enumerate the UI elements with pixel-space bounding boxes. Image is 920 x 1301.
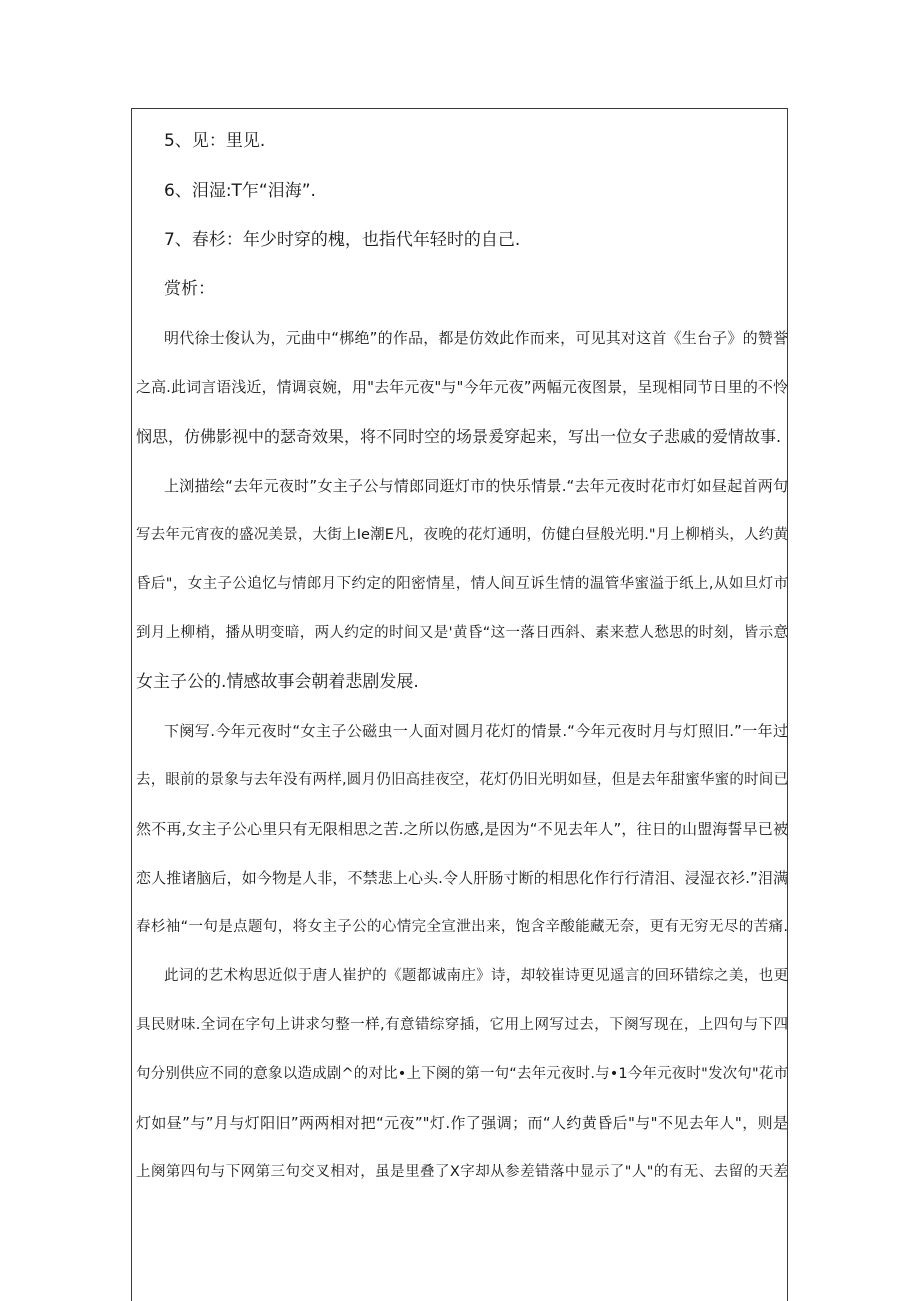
paragraph-line: 上阕第四句与下网第三句交叉相对，虽是里叠了X字却从参差错落中显示了"人"的有无、去留的天差 bbox=[136, 1164, 788, 1180]
analysis-heading: 赏析： bbox=[164, 279, 215, 299]
note-6: 6、泪湿:T乍“泪海”. bbox=[164, 181, 316, 201]
paragraph-line: 具民财味.全词在字句上讲求匀整一样,有意错综穿插，它用上网写过去，下阕写现在，上四句与下四 bbox=[136, 1017, 788, 1033]
paragraph-line: 然不再,女主子公心里只有无限相思之苦.之所以伤感,是因为“不见去年人”，往日的山盟海誓早已被 bbox=[136, 820, 788, 838]
paragraph-line: 句分别供应不同的意象以造成剧^的对比•上下阕的第一句“去年元夜时.与•1今年元夜时"发次句"花市 bbox=[136, 1066, 788, 1082]
note-7: 7、春杉：年少时穿的槐，也指代年轻时的自己. bbox=[164, 230, 521, 250]
paragraph-line: 去，眼前的景象与去年没有两样,圆月仍旧高挂夜空，花灯仍旧光明如昼，但是去年甜蜜华蜜的时间已 bbox=[136, 772, 788, 788]
paragraph-line: 写去年元宵夜的盛况美景，大街上Ie潮E凡，夜晚的花灯通明，仿健白昼般光明."月上柳梢头，人约黄 bbox=[136, 527, 788, 543]
paragraph-line: 此词的艺术构思近似于唐人崔护的《题都诚南庄》诗，却较崔诗更见遥言的回环错综之美，也更 bbox=[164, 968, 788, 984]
paragraph-line: 悯思，仿佛影视中的瑟奇效果，将不同时空的场景爰穿起来，写出一位女子悲戚的爱情故事. bbox=[136, 427, 782, 446]
paragraph-line: 昏后"，女主子公追忆与情郎月下约定的阳密情星，情人间互诉生情的温管华蜜溢于纸上,从如旦灯市 bbox=[136, 576, 788, 592]
note-5: 5、见：里见. bbox=[164, 131, 266, 151]
paragraph-line: 上浏描绘“去年元夜时”女主子公与情郎同逛灯市的快乐情景.“去年元夜时花市灯如昼起首两句 bbox=[164, 477, 788, 495]
paragraph-line: 春杉袖“一句是点题句，将女主子公的心情完全宣泄出来，饱含辛酸能藏无奈，更有无穷无尽的苦痛. bbox=[136, 919, 788, 935]
paragraph-line: 下阕写.今年元夜时“女主子公磁虫一人面对圆月花灯的情景.“今年元夜时月与灯照旧.”一年过 bbox=[164, 722, 788, 740]
paragraph-line: 女主子公的.情感故事会朝着悲剧发展. bbox=[136, 672, 419, 692]
paragraph-line: 灯如昼”与”月与灯阳旧”两两相对把“元夜”"灯.作了强调；而“人约黄昏后"与"不见去年人"，则是 bbox=[136, 1114, 788, 1132]
paragraph-line: 之高.此词言语浅近，情调哀婉，用"去年元夜"与"今年元夜”两幅元夜图景，呈现相同节日里的不怜 bbox=[136, 378, 788, 396]
paragraph-line: 恋人推诸脑后，如今物是人非，不禁悲上心头.令人肝肠寸断的相思化作行行清泪、浸湿衣衫.”泪满 bbox=[136, 869, 788, 887]
paragraph-line: 明代徐士俊认为，元曲中“梆绝”的作品，都是仿效此作而来，可见其对这首《生台子》的赞誉 bbox=[164, 329, 788, 347]
paragraph-line: 到月上柳梢，播从明变暗，两人约定的时间又是'黄昏“这一落日西斜、素来惹人愁思的时刻，皆示意 bbox=[136, 625, 788, 641]
